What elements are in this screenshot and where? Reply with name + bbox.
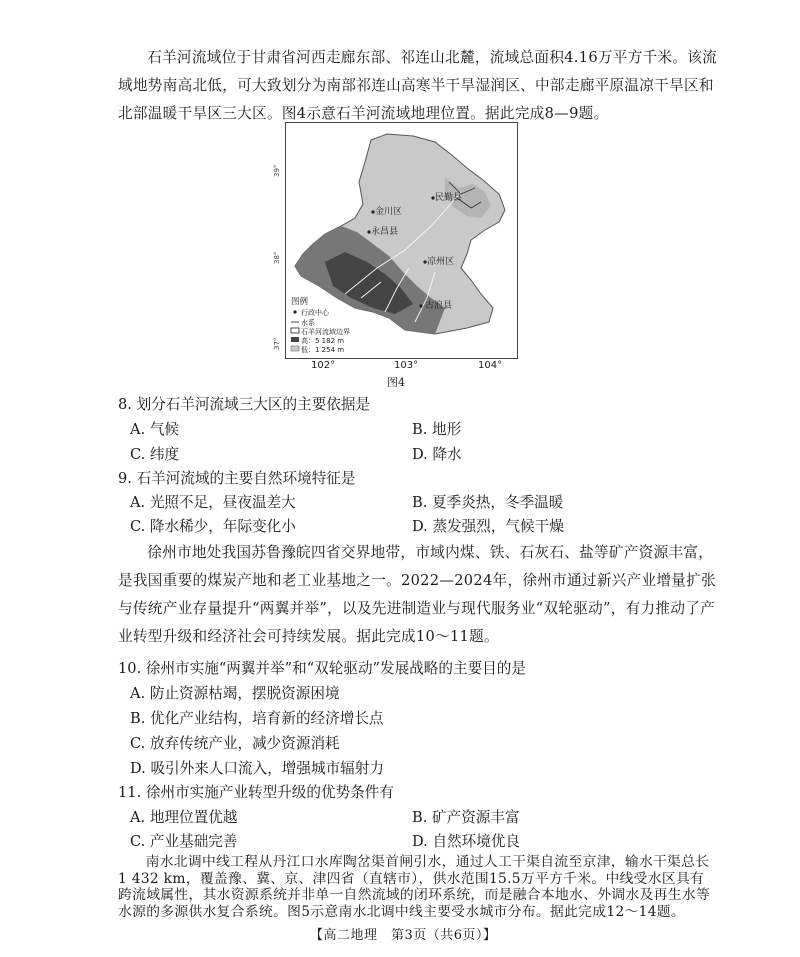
admin-center-marker (423, 260, 426, 263)
q11-option-c[interactable]: C. 产业基础完善 (130, 833, 238, 850)
legend-item: 高：5 182 m (301, 337, 345, 345)
q10-option-d[interactable]: D. 吸引外来人口流入，增强城市辐射力 (130, 760, 384, 777)
place-label: 凉州区 (427, 257, 455, 267)
q9-option-b[interactable]: B. 夏季炎热，冬季温暖 (412, 494, 564, 511)
latitude-label: 38° (273, 251, 281, 264)
q8-option-a[interactable]: A. 气候 (130, 421, 180, 438)
question-9-stem: 9. 石羊河流域的主要自然环境特征是 (118, 470, 356, 487)
place-label: 古浪县 (425, 301, 453, 311)
latitude-label: 37° (273, 337, 281, 350)
passage-xuzhou: 徐州市地处我国苏鲁豫皖四省交界地带，市域内煤、铁、石灰石、盐等矿产资源丰富，是我国重要的煤炭产地和老工业基地之一。2022—2024年，徐州市通过新兴产业增量扩张与传统产业存量提升“两翼并举”，以及先进制造业与现代服务业“双轮驱动”，有力推动了产业转型升级和经济社会可持续发展。据此完成10～11题。 (118, 544, 716, 645)
q11-option-d[interactable]: D. 自然环境优良 (412, 833, 521, 850)
question-8-stem: 8. 划分石羊河流域三大区的主要依据是 (118, 396, 371, 413)
passage-shiyang-river: 石羊河流域位于甘肃省河西走廊东部、祁连山北麓，流域总面积4.16万平方千米。该流域地势南高北低，可大致划分为南部祁连山高寒半干旱湿润区、中部走廊平原温凉干旱区和北部温暖干旱区三大区。图4示意石羊河流域地理位置。据此完成8—9题。 (118, 49, 718, 122)
q8-option-c[interactable]: C. 纬度 (130, 446, 180, 463)
admin-center-marker (431, 196, 434, 199)
question-11-stem: 11. 徐州市实施产业转型升级的优势条件有 (118, 784, 394, 801)
shiyang-river-basin-map (273, 122, 518, 359)
question-10-stem: 10. 徐州市实施“两翼并举”和“双轮驱动”发展战略的主要目的是 (118, 660, 526, 677)
admin-center-marker (419, 304, 422, 307)
legend-title: 图例 (291, 297, 309, 307)
latitude-label: 39° (273, 164, 281, 177)
admin-center-marker (367, 230, 370, 233)
legend-item: 行政中心 (301, 309, 329, 317)
q10-option-a[interactable]: A. 防止资源枯竭，摆脱资源困境 (130, 685, 340, 702)
q10-option-b[interactable]: B. 优化产业结构，培育新的经济增长点 (130, 710, 384, 727)
q8-option-d[interactable]: D. 降水 (412, 446, 462, 463)
legend-item: 低：1 254 m (301, 346, 345, 354)
passage-south-north-water: 南水北调中线工程从丹江口水库陶岔渠首闸引水，通过人工干渠自流至京津，输水干渠总长1 432 km，覆盖豫、冀、京、津四省（直辖市），供水范围15.5万平方千米。中线受水区具有跨流域属性，其水资源系统并非单一自然流域的闭环系统，而是融合本地水、外调水及再生水等水源的多源供水复合系统。图5示意南水北调中线主要受水城市分布。据此完成12～14题。 (118, 854, 711, 920)
longitude-label: 104° (478, 360, 503, 371)
place-label: 民勤县 (435, 193, 463, 203)
q9-option-a[interactable]: A. 光照不足，昼夜温差大 (130, 494, 296, 511)
legend-item: 石羊河流域边界 (301, 328, 350, 336)
figure-caption: 图4 (387, 376, 405, 389)
legend-item: 水系 (301, 319, 315, 327)
q11-option-a[interactable]: A. 地理位置优越 (130, 809, 238, 826)
q9-option-c[interactable]: C. 降水稀少，年际变化小 (130, 518, 296, 535)
place-label: 金川区 (375, 207, 403, 217)
longitude-label: 102° (311, 360, 336, 371)
q8-option-b[interactable]: B. 地形 (412, 421, 462, 438)
page-footer: 【高二地理 第3页（共6页）】 (310, 928, 497, 943)
longitude-label: 103° (394, 360, 419, 371)
place-label: 永昌县 (371, 227, 399, 237)
q9-option-d[interactable]: D. 蒸发强烈，气候干燥 (412, 518, 564, 535)
admin-center-marker (371, 210, 374, 213)
q10-option-c[interactable]: C. 放弃传统产业，减少资源消耗 (130, 735, 340, 752)
q11-option-b[interactable]: B. 矿产资源丰富 (412, 809, 520, 826)
